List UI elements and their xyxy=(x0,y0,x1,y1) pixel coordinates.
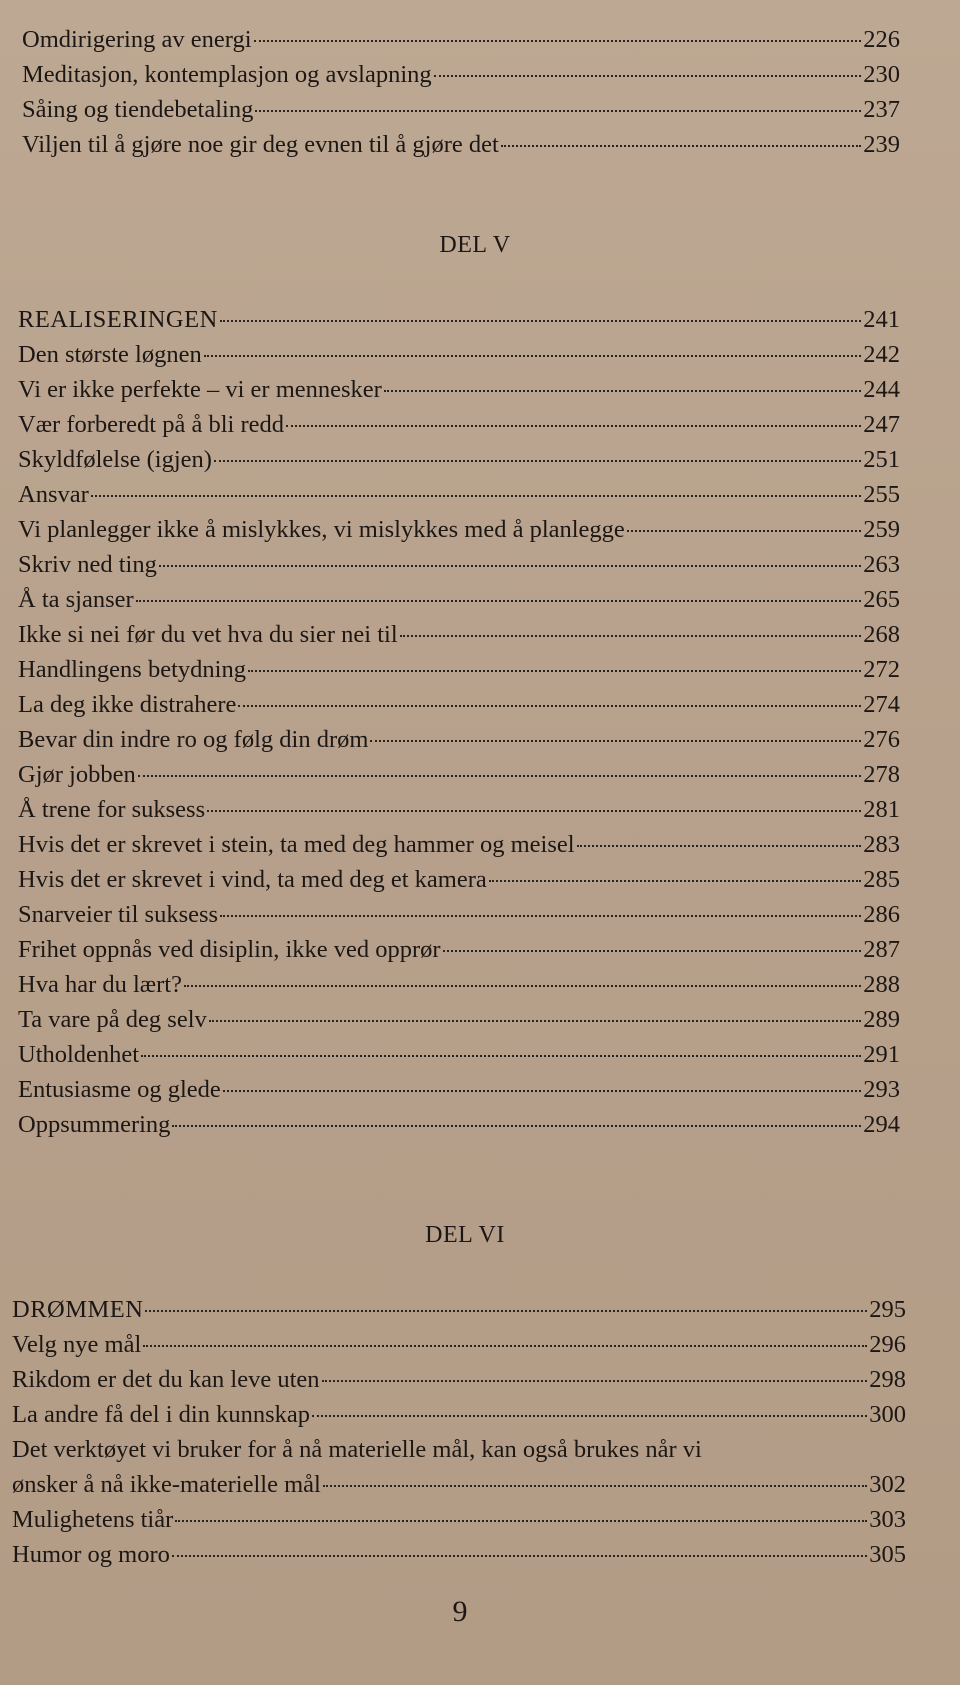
toc-entry-page: 286 xyxy=(863,901,900,928)
toc-entry-title: Rikdom er det du kan leve uten xyxy=(12,1366,320,1393)
toc-entry-page: 265 xyxy=(863,586,900,613)
dot-leader xyxy=(501,144,861,147)
toc-entry-title: Hvis det er skrevet i stein, ta med deg hammer og meisel xyxy=(18,831,575,858)
toc-entry-title: Hva har du lært? xyxy=(18,971,182,998)
toc-part5-list xyxy=(0,302,900,1142)
dot-leader xyxy=(184,984,861,987)
toc-entry-page: 302 xyxy=(869,1471,906,1498)
toc-entry xyxy=(12,1467,906,1502)
toc-entry xyxy=(18,967,900,1002)
toc-entry-title: Den største løgnen xyxy=(18,341,202,368)
toc-entry-page: 291 xyxy=(863,1041,900,1068)
dot-leader xyxy=(220,319,861,322)
toc-entry-title: Skriv ned ting xyxy=(18,551,157,578)
toc-entry-page: 288 xyxy=(863,971,900,998)
toc-entry-title: Ikke si nei før du vet hva du sier nei til xyxy=(18,621,398,648)
toc-entry-page: 276 xyxy=(863,726,900,753)
toc-entry-page: 259 xyxy=(863,516,900,543)
toc-entry xyxy=(12,1292,906,1327)
dot-leader xyxy=(434,74,862,77)
toc-entry xyxy=(18,512,900,547)
toc-entry-title: Viljen til å gjøre noe gir deg evnen til å gjøre det xyxy=(22,131,499,158)
toc-entry xyxy=(18,337,900,372)
dot-leader xyxy=(254,39,862,42)
dot-leader xyxy=(138,774,862,777)
toc-entry-page: 251 xyxy=(863,446,900,473)
toc-entry xyxy=(12,1327,906,1362)
dot-leader xyxy=(207,809,861,812)
toc-entry-page: 303 xyxy=(869,1506,906,1533)
toc-entry-title: Bevar din indre ro og følg din drøm xyxy=(18,726,369,753)
toc-entry xyxy=(18,1107,900,1142)
toc-entry xyxy=(18,442,900,477)
toc-entry-title: La andre få del i din kunnskap xyxy=(12,1401,310,1428)
toc-entry xyxy=(18,477,900,512)
toc-entry-page: 255 xyxy=(863,481,900,508)
dot-leader xyxy=(223,1089,861,1092)
dot-leader xyxy=(577,844,862,847)
toc-entry xyxy=(22,92,900,127)
toc-entry xyxy=(18,687,900,722)
dot-leader xyxy=(255,109,861,112)
toc-entry xyxy=(22,57,900,92)
toc-entry xyxy=(12,1397,906,1432)
toc-entry xyxy=(18,897,900,932)
toc-entry-page: 247 xyxy=(863,411,900,438)
toc-entry-title: ønsker å nå ikke-materielle mål xyxy=(12,1471,321,1498)
toc-entry-page: 242 xyxy=(863,341,900,368)
toc-entry-page: 294 xyxy=(863,1111,900,1138)
dot-leader xyxy=(220,914,861,917)
dot-leader xyxy=(238,704,861,707)
toc-entry-page: 281 xyxy=(863,796,900,823)
toc-entry-page: 287 xyxy=(863,936,900,963)
toc-entry xyxy=(18,302,900,337)
dot-leader xyxy=(141,1054,861,1057)
toc-entry-page: 263 xyxy=(863,551,900,578)
section-heading-part5: DEL V xyxy=(439,232,511,258)
toc-entry-title: Snarveier til suksess xyxy=(18,901,219,928)
toc-entry xyxy=(18,792,900,827)
toc-entry-page: 237 xyxy=(863,96,900,123)
toc-entry xyxy=(12,1362,906,1397)
toc-entry xyxy=(18,547,900,582)
toc-entry xyxy=(18,407,900,442)
toc-entry xyxy=(22,22,900,57)
dot-leader xyxy=(312,1414,867,1417)
dot-leader xyxy=(172,1124,861,1127)
dot-leader xyxy=(209,1019,861,1022)
toc-entry-page: 272 xyxy=(863,656,900,683)
toc-entry-page: 239 xyxy=(863,131,900,158)
toc-entry-title: Skyldfølelse (igjen) xyxy=(18,446,212,473)
toc-entry xyxy=(18,582,900,617)
toc-entry-page: 293 xyxy=(863,1076,900,1103)
toc-entry-title: Ta vare på deg selv xyxy=(18,1006,207,1033)
toc-entry-title: Velg nye mål xyxy=(12,1331,142,1358)
toc-entry-page: 230 xyxy=(863,61,900,88)
toc-entry-title: Utholdenhet xyxy=(18,1041,140,1068)
toc-entry-page: 274 xyxy=(863,691,900,718)
toc-entry-page: 289 xyxy=(863,1006,900,1033)
dot-leader xyxy=(143,1344,867,1347)
toc-entry-title: Hvis det er skrevet i vind, ta med deg et kamera xyxy=(18,866,487,893)
toc-entry-wrapped-line: Det verktøyet vi bruker for å nå materielle mål, kan også brukes når vi xyxy=(12,1436,702,1463)
toc-entry xyxy=(18,652,900,687)
dot-leader xyxy=(145,1309,867,1312)
dot-leader xyxy=(400,634,862,637)
toc-entry-title: Vær forberedt på å bli redd xyxy=(18,411,284,438)
toc-entry-page: 226 xyxy=(863,26,900,53)
dot-leader xyxy=(443,949,862,952)
dot-leader xyxy=(370,739,861,742)
toc-entry xyxy=(22,127,900,162)
toc-entry-title: Ansvar xyxy=(18,481,89,508)
toc-entry-page: 295 xyxy=(869,1296,906,1323)
toc-entry-title: REALISERINGEN xyxy=(18,306,218,333)
dot-leader xyxy=(286,424,861,427)
toc-entry-title: Såing og tiendebetaling xyxy=(22,96,254,123)
toc-entry xyxy=(18,932,900,967)
toc-entry xyxy=(18,1037,900,1072)
dot-leader xyxy=(489,879,862,882)
toc-entry xyxy=(18,617,900,652)
dot-leader xyxy=(136,599,862,602)
toc-entry-page: 296 xyxy=(869,1331,906,1358)
toc-entry xyxy=(12,1537,906,1572)
toc-entry xyxy=(18,372,900,407)
toc-entry-title: Humor og moro xyxy=(12,1541,170,1568)
toc-entry-page: 278 xyxy=(863,761,900,788)
dot-leader xyxy=(323,1484,867,1487)
toc-entry-title: Vi planlegger ikke å mislykkes, vi mislykkes med å planlegge xyxy=(18,516,625,543)
toc-entry-title: Gjør jobben xyxy=(18,761,136,788)
toc-entry-page: 283 xyxy=(863,831,900,858)
toc-entry xyxy=(18,757,900,792)
toc-entry-title: Entusiasme og glede xyxy=(18,1076,221,1103)
dot-leader xyxy=(248,669,861,672)
toc-continued-list xyxy=(0,22,900,162)
toc-entry xyxy=(12,1502,906,1537)
toc-entry-page: 300 xyxy=(869,1401,906,1428)
toc-entry-title: Vi er ikke perfekte – vi er mennesker xyxy=(18,376,382,403)
dot-leader xyxy=(322,1379,868,1382)
dot-leader xyxy=(172,1554,867,1557)
toc-entry xyxy=(18,862,900,897)
toc-entry-page: 241 xyxy=(863,306,900,333)
dot-leader xyxy=(214,459,861,462)
dot-leader xyxy=(175,1519,867,1522)
dot-leader xyxy=(159,564,861,567)
dot-leader xyxy=(91,494,861,497)
toc-entry-title: Omdirigering av energi xyxy=(22,26,252,53)
toc-entry-page: 305 xyxy=(869,1541,906,1568)
toc-entry-title: Å ta sjanser xyxy=(18,586,134,613)
toc-entry-title: Meditasjon, kontemplasjon og avslapning xyxy=(22,61,432,88)
dot-leader xyxy=(204,354,862,357)
toc-entry-page: 285 xyxy=(863,866,900,893)
toc-entry xyxy=(18,1072,900,1107)
toc-entry-title: Å trene for suksess xyxy=(18,796,206,823)
toc-entry xyxy=(18,1002,900,1037)
toc-entry-title: Frihet oppnås ved disiplin, ikke ved opprør xyxy=(18,936,441,963)
toc-entry-page: 268 xyxy=(863,621,900,648)
toc-entry-title: Oppsummering xyxy=(18,1111,171,1138)
toc-entry-page: 244 xyxy=(863,376,900,403)
toc-entry-page: 298 xyxy=(869,1366,906,1393)
toc-part6-list xyxy=(0,1292,906,1572)
toc-entry xyxy=(18,722,900,757)
toc-entry-title: DRØMMEN xyxy=(12,1296,144,1323)
toc-entry-title: Mulighetens tiår xyxy=(12,1506,174,1533)
toc-entry-title: La deg ikke distrahere xyxy=(18,691,237,718)
dot-leader xyxy=(627,529,861,532)
section-heading-part6: DEL VI xyxy=(425,1222,505,1248)
dot-leader xyxy=(384,389,861,392)
toc-entry xyxy=(18,827,900,862)
page-number: 9 xyxy=(452,1595,468,1628)
toc-entry-title: Handlingens betydning xyxy=(18,656,246,683)
